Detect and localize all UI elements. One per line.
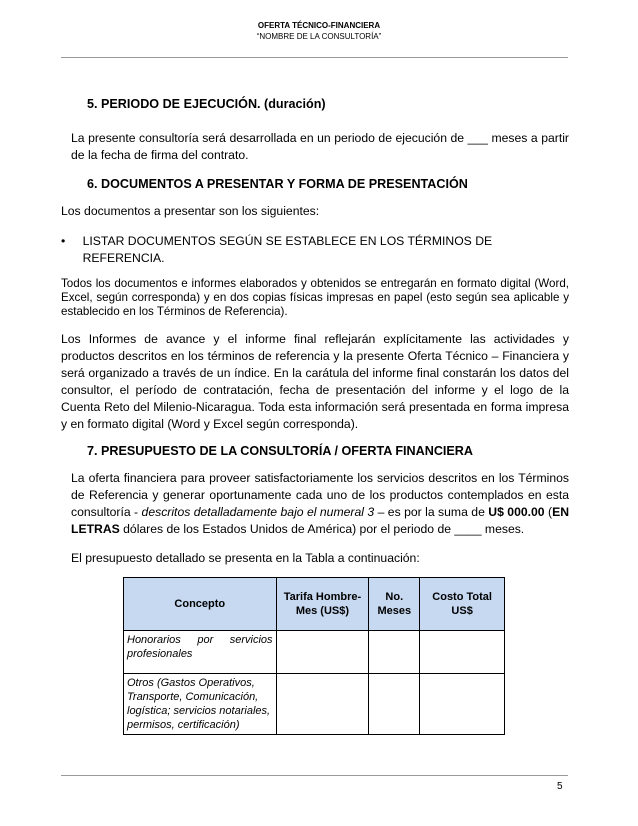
cell-meses: [369, 631, 420, 674]
cell-concepto: Otros (Gastos Operativos, Transporte, Comunicación, logística; servicios notariales, permisos, certificación): [124, 674, 277, 735]
section-6-intro: Los documentos a presentar son los siguientes:: [61, 204, 320, 218]
text-run: (: [544, 505, 553, 519]
amount-words-bold: EN LETRAS: [71, 505, 570, 536]
page-content: [61, 96, 569, 735]
list-item-text: LISTAR DOCUMENTOS SEGÚN SE ESTABLECE EN LOS TÉRMINOS DE REFERENCIA.: [82, 234, 493, 265]
cell-costo: [420, 631, 505, 674]
header-rule: [61, 57, 568, 58]
amount-bold: U$ 000.00: [488, 505, 545, 519]
text-run: La oferta financiera para proveer satisfactoriamente los servicios descritos en los Términos de Referencia y generar oportunamente cada uno de los productos contemplados en esta consultoría -: [71, 471, 569, 519]
section-7-paragraph-1: [61, 470, 569, 538]
table-row: [124, 631, 505, 674]
footer-rule: [61, 775, 568, 776]
budget-table: [123, 577, 505, 735]
section-6-title: 6. DOCUMENTOS A PRESENTAR Y FORMA DE PRESENTACIÓN: [87, 177, 468, 191]
section-7-title: 7. PRESUPUESTO DE LA CONSULTORÍA / OFERTA FINANCIERA: [87, 444, 474, 458]
header-tarifa: Tarifa Hombre-Mes (US$): [276, 578, 369, 631]
page-number: 5: [557, 781, 563, 792]
list-item: [61, 233, 569, 267]
header-subtitle: “NOMBRE DE LA CONSULTORÍA”: [256, 32, 382, 41]
header-costo: Costo Total US$: [420, 578, 505, 631]
section-6-paragraph-1: Todos los documentos e informes elaborados y obtenidos se entregarán en formato digital (Word, Excel, según corresponda) y en dos copias físicas impresas en papel (esto según sea aplicable y establecido en los Términos de Referencia).: [61, 277, 569, 318]
header-concepto: Concepto: [124, 578, 277, 631]
text-run-italic: descritos detalladamente bajo el numeral 3: [141, 505, 375, 519]
section-7-paragraph-2: El presupuesto detallado se presenta en la Tabla a continuación:: [71, 551, 420, 565]
cell-costo: [420, 674, 505, 735]
table-header-row: [124, 578, 505, 631]
table-row: [124, 674, 505, 735]
page-header: [0, 20, 638, 42]
cell-tarifa: [276, 631, 369, 674]
cell-tarifa: [276, 674, 369, 735]
section-6-paragraph-2: Los Informes de avance y el informe final reflejarán explícitamente las actividades y productos descritos en los términos de referencia y la presente Oferta Técnico – Financiera y será organizado a través de un índice. En la carátula del informe final constarán los datos del consultor, el período de contratación, fecha de presentación del informe y el logo de la Cuenta Reto del Milenio-Nicaragua. Toda esta información será presentada en forma impresa y en formato digital (Word y Excel según corresponda).: [61, 332, 569, 431]
cell-concepto: Honorarios por servicios profesionales: [124, 631, 277, 674]
cell-meses: [369, 674, 420, 735]
section-5-text: La presente consultoría será desarrollada en un periodo de ejecución de ___ meses a partir de la fecha de firma del contrato.: [71, 131, 569, 162]
header-meses: No. Meses: [369, 578, 420, 631]
text-run: dólares de los Estados Unidos de América) por el periodo de ____ meses.: [119, 522, 525, 536]
text-run: – es por la suma de: [374, 505, 489, 519]
section-5-title: 5. PERIODO DE EJECUCIÓN. (duración): [87, 97, 326, 111]
bullet-icon: •: [61, 234, 66, 248]
header-title: OFERTA TÉCNICO-FINANCIERA: [257, 21, 381, 30]
